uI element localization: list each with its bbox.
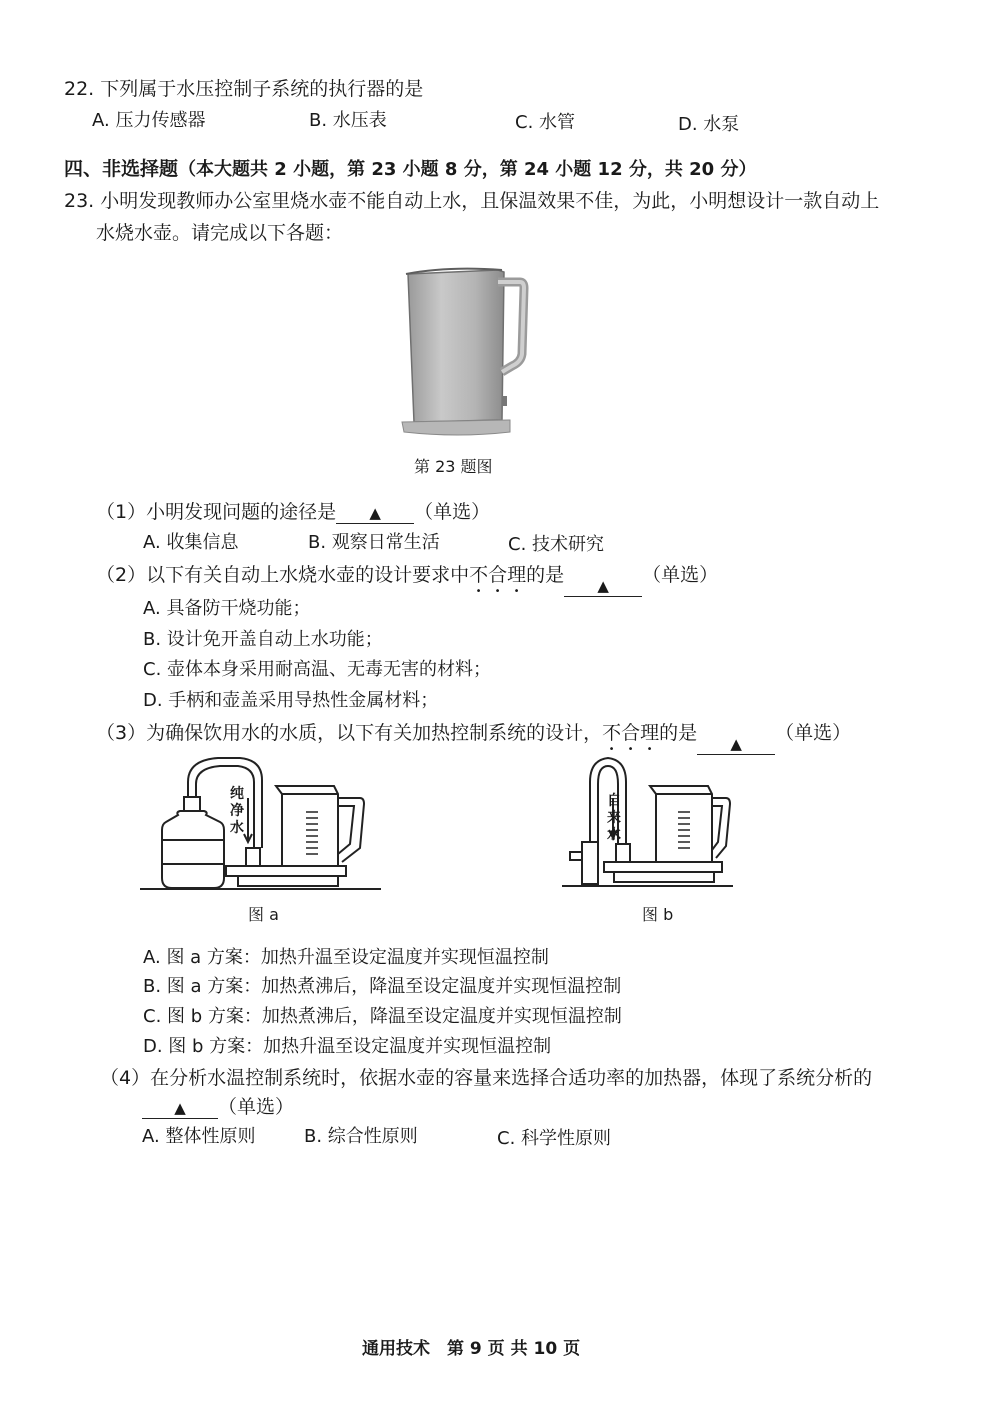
q23-sub3-prefix: （3）为确保饮用水的水质，以下有关加热控制系统的设计， [96,722,603,744]
q23-sub2-option-b: B. 设计免开盖自动上水功能； [143,629,383,650]
q22-option-b: B. 水压表 [309,110,387,131]
q23-stem-line1: 23. 小明发现教师办公室里烧水壶不能自动上水，且保温效果不佳，为此，小明想设计一款自动上 [64,190,880,212]
q22-option-d: D. 水泵 [678,114,740,135]
figure-b-diagram [560,752,735,890]
page-footer: 通用技术 第 9 页 共 10 页 [362,1339,581,1359]
kettle-photo [398,262,534,442]
q23-sub2-option-d: D. 手柄和壶盖采用导热性金属材料； [143,690,439,711]
q23-sub3-mid: 的是 [659,722,698,744]
section4-heading [64,154,756,181]
q23-figure-caption: 第 23 题图 [414,457,493,476]
q23-sub2-option-a: A. 具备防干烧功能； [143,598,311,619]
figure-b-label: 自来水 [607,793,621,843]
section4-title: 四、非选择题 [64,158,179,180]
q23-sub3-emphasis: 不合理 [602,722,660,744]
q23-sub3-option-b: B. 图 a 方案：加热煮沸后，降温至设定温度并实现恒温控制 [143,976,622,997]
q23-sub2-mid: 的是 [526,564,565,586]
q22-option-c: C. 水管 [515,112,576,133]
figure-b-caption: 图 b [642,905,674,924]
q23-sub2-stem [96,560,718,597]
answer-triangle-icon: ▲ [174,1099,186,1117]
figure-a-caption: 图 a [248,905,279,924]
q23-sub3-option-d: D. 图 b 方案：加热升温至设定温度并实现恒温控制 [143,1036,552,1057]
q23-stem-line2: 水烧水壶。请完成以下各题： [96,222,344,244]
figure-a-label: 纯净水 [230,786,244,836]
q23-sub1-blank[interactable] [336,501,414,524]
figure-a-diagram [138,752,383,894]
q23-sub4-suffix: （单选） [218,1096,295,1118]
q23-sub1-option-b: B. 观察日常生活 [308,532,440,553]
answer-triangle-icon: ▲ [730,735,742,753]
answer-triangle-icon: ▲ [597,577,609,595]
q23-sub3-stem [96,718,851,755]
q23-sub4-line2 [142,1092,294,1119]
q23-sub4-blank[interactable] [142,1096,218,1119]
q23-sub4-option-b: B. 综合性原则 [304,1126,418,1147]
q22-stem: 22. 下列属于水压控制子系统的执行器的是 [64,78,424,100]
q23-sub1-prefix: （1）小明发现问题的途径是 [96,501,337,523]
q23-sub1-suffix: （单选） [414,501,491,523]
q23-sub2-emphasis: 不合理 [469,564,527,586]
q23-sub1-option-a: A. 收集信息 [143,532,239,553]
q23-sub4-option-a: A. 整体性原则 [142,1126,256,1147]
q23-sub1-option-c: C. 技术研究 [508,534,605,555]
q23-sub1-stem [96,497,490,524]
q23-sub3-option-a: A. 图 a 方案：加热升温至设定温度并实现恒温控制 [143,947,549,968]
q23-sub3-suffix: （单选） [775,722,852,744]
q23-sub3-option-c: C. 图 b 方案：加热煮沸后，降温至设定温度并实现恒温控制 [143,1006,622,1027]
q23-sub2-blank[interactable] [564,574,642,597]
q23-sub2-option-c: C. 壶体本身采用耐高温、无毒无害的材料； [143,659,492,680]
q23-sub2-suffix: （单选） [642,564,719,586]
q22-option-a: A. 压力传感器 [92,110,206,131]
section4-note: （本大题共 2 小题，第 23 小题 8 分，第 24 小题 12 分，共 20 分） [178,159,757,180]
answer-triangle-icon: ▲ [369,504,381,522]
q23-sub4-line1: （4）在分析水温控制系统时，依据水壶的容量来选择合适功率的加热器，体现了系统分析的 [100,1067,873,1089]
q23-sub2-prefix: （2）以下有关自动上水烧水壶的设计要求中 [96,564,470,586]
q23-sub4-option-c: C. 科学性原则 [497,1128,612,1149]
